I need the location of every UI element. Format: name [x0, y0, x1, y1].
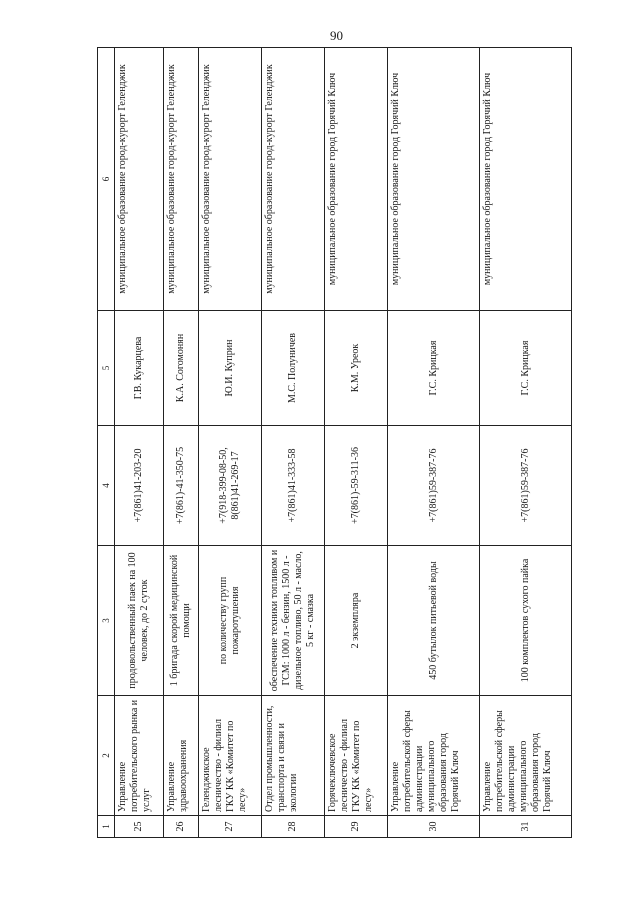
column-header: 4 — [98, 426, 115, 546]
municipality-cell: муниципальное образование город Горячий Ключ — [388, 48, 480, 311]
table-body — [115, 48, 572, 838]
row-number: 30 — [388, 816, 480, 838]
municipality-cell: муниципальное образование город Горячий Ключ — [324, 48, 387, 311]
resource-cell: 1 бригада скорой медицинской помощи — [163, 546, 198, 696]
table-row — [480, 48, 572, 838]
organization-cell: Управление потребительской сферы администрации муниципального образования город Горячий Ключ — [480, 696, 572, 816]
organization-cell: Управление здравоохранения — [163, 696, 198, 816]
row-number: 31 — [480, 816, 572, 838]
column-header: 5 — [98, 311, 115, 426]
municipality-cell: муниципальное образование город-курорт Геленджик — [261, 48, 324, 311]
table-row — [388, 48, 480, 838]
phone-cell: +7(861)59-387-76 — [480, 426, 572, 546]
table-row — [324, 48, 387, 838]
rotated-table-container — [97, 48, 572, 838]
responsible-person-cell: Г.В. Кукарцева — [115, 311, 164, 426]
responsible-person-cell: Г.С. Крицкая — [480, 311, 572, 426]
organization-cell: Отдел промышленности, транспорта и связи и экологии — [261, 696, 324, 816]
row-number: 28 — [261, 816, 324, 838]
organization-cell: Горячеключевское лесничество - филиал ГКУ КК «Комитет по лесу» — [324, 696, 387, 816]
table-row — [115, 48, 164, 838]
column-header: 6 — [98, 48, 115, 311]
table-row — [261, 48, 324, 838]
phone-cell: +7(861)59-387-76 — [388, 426, 480, 546]
organization-cell: Управление потребительского рынка и услуг — [115, 696, 164, 816]
column-header: 1 — [98, 816, 115, 838]
resource-table — [97, 47, 572, 838]
responsible-person-cell: М.С. Полуничев — [261, 311, 324, 426]
resource-cell: 450 бутылок питьевой воды — [388, 546, 480, 696]
phone-cell: +7(861)-41-350-75 — [163, 426, 198, 546]
phone-cell: +7(918-399-08-50, 8(861)41-269-17 — [198, 426, 261, 546]
municipality-cell: муниципальное образование город Горячий Ключ — [480, 48, 572, 311]
phone-cell: +7(861)-59-311-36 — [324, 426, 387, 546]
row-number: 29 — [324, 816, 387, 838]
municipality-cell: муниципальное образование город-курорт Геленджик — [198, 48, 261, 311]
responsible-person-cell: К.А. Согомонян — [163, 311, 198, 426]
resource-cell: продовольственный паек на 100 человек, до 2 суток — [115, 546, 164, 696]
municipality-cell: муниципальное образование город-курорт Геленджик — [163, 48, 198, 311]
organization-cell: Геленджикское лесничество - филиал ГКУ КК «Комитет по лесу» — [198, 696, 261, 816]
resource-cell: 2 экземпляра — [324, 546, 387, 696]
column-header: 3 — [98, 546, 115, 696]
row-number: 26 — [163, 816, 198, 838]
resource-cell: 100 комплектов сухого пайка — [480, 546, 572, 696]
resource-cell: по количеству групп пожаротушения — [198, 546, 261, 696]
organization-cell: Управление потребительской сферы администрации муниципального образования город Горячий Ключ — [388, 696, 480, 816]
row-number: 25 — [115, 816, 164, 838]
phone-cell: +7(861)41-203-20 — [115, 426, 164, 546]
row-number: 27 — [198, 816, 261, 838]
responsible-person-cell: Г.С. Крицкая — [388, 311, 480, 426]
phone-cell: +7(861)41-333-58 — [261, 426, 324, 546]
table-row — [198, 48, 261, 838]
municipality-cell: муниципальное образование город-курорт Геленджик — [115, 48, 164, 311]
responsible-person-cell: Ю.И. Куприн — [198, 311, 261, 426]
page-number: 90 — [330, 28, 343, 43]
resource-cell: обеспечение техники топливом и ГСМ: 1000 л - бензин, 1500 л - дизельное топливо, 50 л - масло, 5 кг - смазка — [261, 546, 324, 696]
table-row — [163, 48, 198, 838]
header-row — [98, 48, 115, 838]
responsible-person-cell: К.М. Уреок — [324, 311, 387, 426]
column-header: 2 — [98, 696, 115, 816]
